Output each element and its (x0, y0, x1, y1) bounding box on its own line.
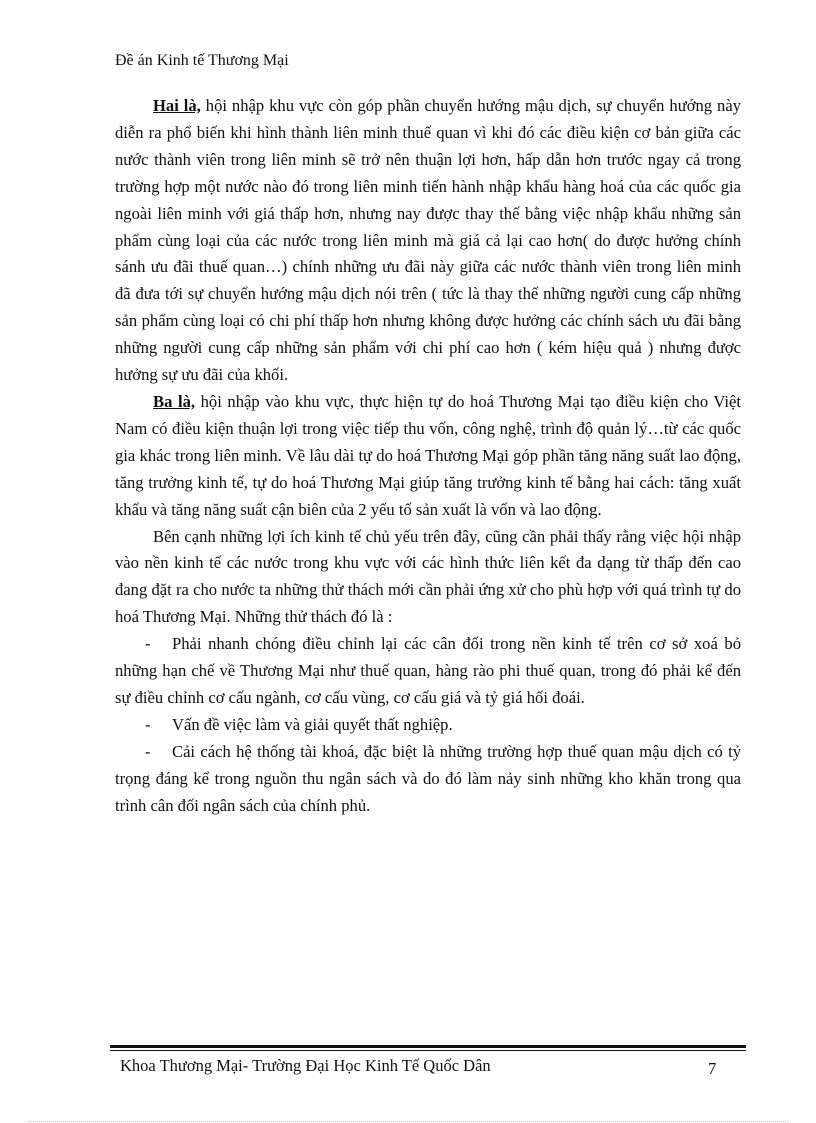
page-bottom-dotted-line (28, 1121, 788, 1122)
bullet-text: Phải nhanh chóng điều chỉnh lại các cân đối trong nền kinh tế trên cơ sở xoá bỏ những hạn chế về Thương Mại như thuế quan, hàng rào phi thuế quan, trong đó phải kể đến sự điều chỉnh cơ cấu ngành, cơ cấu vùng, cơ cấu giá và tỷ giá hối đoái. (115, 634, 741, 707)
paragraph-text-ba-la: hội nhập vào khu vực, thực hiện tự do hoá Thương Mại tạo điều kiện cho Việt Nam có điều kiện thuận lợi trong việc tiếp thu vốn, công nghệ, trình độ quản lý…từ các quốc gia khác trong liên minh. Về lâu dài tự do hoá Thương Mại góp phần tăng năng suất lao động, tăng trưởng kinh tế, tự do hoá Thương Mại giúp tăng trưởng kinh tế bằng hai cách: tăng xuất khẩu và tăng năng suất cận biên của 2 yếu tố sản xuất là vốn và lao động. (115, 391, 741, 519)
footer-divider-thin (110, 1050, 746, 1051)
paragraph-text-hai-la: hội nhập khu vực còn góp phần chuyển hướng mậu dịch, sự chuyển hướng này diễn ra phổ biến khi hình thành liên minh thuế quan vì khi đó các điều kiện cơ bản giữa các nước thành viên trong liên minh sẽ trở nên thuận lợi hơn, hấp dẫn hơn trước ngay cả trong trường hợp một nước nào đó trong liên minh tiến hành nhập khẩu hàng hoá của các quốc gia ngoài liên minh với giá thấp hơn, nhưng nay được thay thế bằng việc nhập khẩu những sản phẩm cùng loại của các nước trong liên minh mà giá cả lại cao hơn( do được hưởng chính sánh ưu đãi thuế quan…) chính những ưu đãi này giữa các nước thành viên trong liên minh đã đưa tới sự chuyển hướng mậu dịch nói trên ( tức là thay thế những người cung cấp những sản phẩm cùng loại có chi phí thấp hơn nhưng không được hưởng các chính sách ưu đãi bằng những người cung cấp những sản phẩm với chi phí cao hơn ( kém hiệu quả ) nhưng được hưởng sự ưu đãi của khối. (115, 96, 741, 385)
footer-divider-thick (110, 1045, 746, 1048)
page-number: 7 (708, 1059, 717, 1078)
page-header: Đề án Kinh tế Thương Mại (115, 52, 289, 69)
bullet-dash: - (145, 714, 151, 734)
paragraph-lead-ba-la: Ba là, (153, 391, 196, 411)
bullet-dash: - (145, 634, 151, 654)
bullet-item (115, 712, 741, 739)
bullet-item (115, 739, 741, 820)
bullet-item (115, 631, 741, 712)
bullet-text: Cải cách hệ thống tài khoá, đặc biệt là những trường hợp thuế quan mậu dịch có tỷ trọng đáng kể trong nguồn thu ngân sách và do đó làm nảy sinh những kho khăn trong qua trình cân đối ngân sách của chính phủ. (115, 741, 741, 815)
page-footer: Khoa Thương Mại- Trường Đại Học Kinh Tế Quốc Dân (120, 1056, 491, 1075)
paragraph-lead-hai-la: Hai là, (153, 96, 201, 115)
bullet-text: Vấn đề việc làm và giải quyết thất nghiệp. (172, 714, 453, 734)
paragraph-challenges: Bên cạnh những lợi ích kinh tế chủ yếu trên đây, cũng cần phải thấy rằng việc hội nhập vào nền kinh tế các nước trong khu vực với các hình thức liên kết đa dạng từ thấp đến cao đang đặt ra cho nước ta những thử thách mới cần phải ứng xử cho phù hợp với quá trình tự do hoá Thương Mại. Những thử thách đó là : (115, 526, 741, 627)
paragraph-hai-la (115, 93, 741, 389)
paragraph-ba-la (115, 389, 741, 524)
bullet-dash: - (145, 741, 151, 761)
page-body (115, 93, 741, 819)
